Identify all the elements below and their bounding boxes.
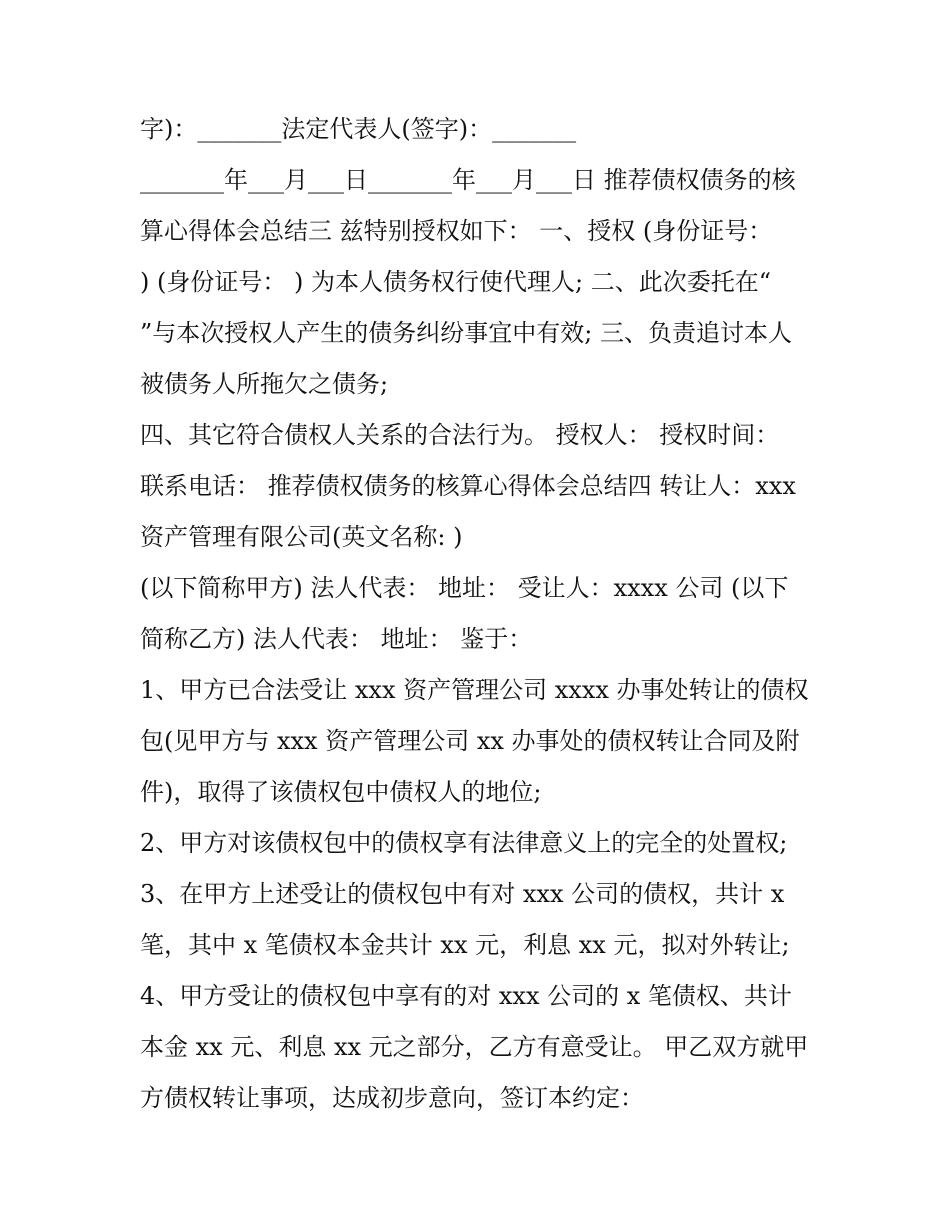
text-line: 四、其它符合债权人关系的合法行为。 授权人： 授权时间： (140, 421, 780, 449)
text-line: 方债权转让事项，达成初步意向，签订本约定： (140, 1084, 644, 1112)
text-line: 1、甲方已合法受让 xxx 资产管理公司 xxxx 办事处转让的债权 (140, 676, 809, 704)
text-line: _______年___月___日_______年___月___日 推荐债权债务的核 (140, 166, 796, 194)
text-line: 4、甲方受让的债权包中享有的对 xxx 公司的 x 笔债权、共计 (140, 982, 792, 1010)
text-line: 算心得体会总结三 兹特别授权如下： 一、授权 (身份证号： (140, 217, 773, 245)
text-line: 笔，其中 x 笔债权本金共计 xx 元，利息 xx 元，拟对外转让; (140, 931, 790, 959)
text-line: 包(见甲方与 xxx 资产管理公司 xx 办事处的债权转让合同及附 (140, 727, 800, 755)
text-line: 3、在甲方上述受让的债权包中有对 xxx 公司的债权，共计 x (140, 880, 785, 908)
text-line: 被债务人所拖欠之债务; (140, 370, 389, 398)
document-body (140, 104, 820, 1124)
text-line: ) (身份证号： ) 为本人债务权行使代理人; 二、此次委托在“ (140, 268, 771, 296)
text-line: 联系电话： 推荐债权债务的核算心得体会总结四 转让人：xxx (140, 472, 796, 500)
text-line: 本金 xx 元、利息 xx 元之部分，乙方有意受让。 甲乙双方就甲 (140, 1033, 809, 1061)
text-line: 2、甲方对该债权包中的债权享有法律意义上的完全的处置权; (140, 829, 788, 857)
text-line: 资产管理有限公司(英文名称: ) (140, 523, 463, 551)
text-line: 件)，取得了该债权包中债权人的地位; (140, 778, 542, 806)
text-line: 字)：_______法定代表人(签字)：_______ (140, 115, 577, 143)
text-line: (以下简称甲方) 法人代表： 地址： 受让人：xxxx 公司 (以下 (140, 574, 789, 602)
text-line: 简称乙方) 法人代表： 地址： 鉴于： (140, 625, 533, 653)
text-line: ”与本次授权人产生的债务纠纷事宜中有效; 三、负责追讨本人 (140, 319, 792, 347)
